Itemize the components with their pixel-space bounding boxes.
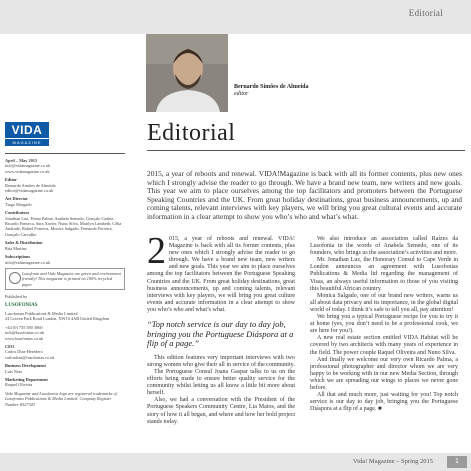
- business-development-name: Luís Neto: [5, 368, 23, 374]
- col2-paragraph-6: And finally we welcome our very own Ricardo Palma, a professional photographer and director whom we are very happy to be working with in our new Media Section, through which we are spreading our wings to places we never gone before.: [310, 356, 458, 391]
- page-number: 1: [447, 456, 467, 468]
- editor-portrait-image: [146, 34, 228, 112]
- business-development-label: Business Development: [5, 363, 46, 369]
- marketing-name: Raquel Oliveira: [5, 382, 33, 388]
- article-column-2: [310, 236, 458, 413]
- author-byline: [234, 84, 309, 98]
- marketing-label: Marketing Department: [5, 377, 48, 382]
- green-notice-box: [5, 268, 125, 290]
- vida-logo: VIDA: [5, 122, 49, 138]
- author-role: editor: [234, 91, 249, 97]
- masthead-sidebar: [5, 158, 125, 434]
- publisher-phone: +44 (0) 755 580 3860: [5, 324, 43, 330]
- col1-paragraph-4: Also, we had a conversation with the President of the Portuguese Speakers Community Centre, Lia Matos, and the story of how it all began, and where and how her bold project stands today.: [147, 397, 295, 425]
- col1-paragraph-2: This edition features very important interviews with two strong women who give their all in service of the community.: [147, 354, 295, 368]
- ceo-email: carlosdiaz@lusofonias.co.uk: [5, 354, 55, 360]
- editor-label: Editor: [5, 177, 17, 183]
- magazine-web: www.vidamagazine.co.uk: [5, 168, 50, 174]
- col2-paragraph-3: Monica Salgado, one of our brand new writers, warns us all about data privacy and its importance, in the global digital world of today. I think it’s safe to tell you all, pay attention!: [310, 292, 458, 313]
- title-rule: [147, 150, 465, 151]
- ceo-label: CEO: [5, 343, 15, 349]
- article-column-1: [147, 230, 295, 426]
- contributors-label: Contributors: [5, 210, 30, 216]
- editor-photo: [146, 34, 228, 112]
- col2-paragraph-7: All that and much more, just waiting for you! Top notch service is our day to day job, bringing you the Portuguese Diáspora at a flip of a page. ■: [310, 392, 458, 413]
- magazine-email: info@vidamagazine.co.uk: [5, 163, 51, 169]
- publisher-address: 24 Craven Park Road London, NW10 4AB United Kingdom: [5, 316, 110, 322]
- recycle-icon: [9, 272, 21, 284]
- vida-logo-subtitle: MAGAZINE: [5, 139, 49, 146]
- publisher-web: www.lusofonias.co.uk: [5, 335, 44, 341]
- intro-paragraph: 2015, a year of reboots and renewal. VIDA!Magazine is back with all its former contents, plus new ones which I strongly advise the reader to go through. We have a brand new team, new writers and new goals. This year we aim to place ourselves among the top facilitators and promoters between the Portuguese Speaking Countries and the UK. From great holiday destinations, great business announcements, up and coming talents, relevant interviews with key players, we will bring you great cultural events and accurate information in a clear attempt to show you who’s who and what’s what.: [147, 169, 462, 221]
- col1-paragraph-3: The Portuguese Consul Joana Gaspar talks to us on the efforts being made to ensure better quality service for the community whilst letting us all know a little bit more about herself.: [147, 369, 295, 397]
- subscriptions-email: info@vidamagazine.co.uk: [5, 259, 51, 265]
- sidebar-rule: [5, 153, 125, 154]
- legal-notice: Vida Magazine and Lusofonias logo are registered trademarks of Lusofonias Publications & Media Limited. Company Register Number 8527343: [5, 390, 117, 407]
- published-by-label: Published by: [5, 294, 28, 300]
- publisher-name: Lusofonias Publications & Media Limited: [5, 310, 78, 316]
- art-director-label: Art Director: [5, 196, 28, 202]
- col2-paragraph-4: We bring you a typical Portuguese recipe for you to try it at home (yes, you don’t need to be a professional cook, we are here for you!).: [310, 314, 458, 335]
- author-name: Bernardo Simões de Almeida: [234, 84, 309, 90]
- section-header-bar: [0, 0, 471, 34]
- col2-paragraph-5: A new real estate section entitled VIDA Habitat will be covered by two architects with many years of experience in the field. The power couple Raquel Oliveira and Nuno Silva.: [310, 335, 458, 356]
- section-label: Editorial: [408, 8, 443, 18]
- editor-email: editor@vidamagazine.co.uk: [5, 188, 54, 194]
- subscriptions-label: Subscriptions: [5, 254, 31, 260]
- green-notice-text: Lusofonia and Vida Magazine are green and environment friendly! This magazine is printed on 100% recycled paper: [22, 270, 121, 287]
- page-footer: [0, 453, 471, 471]
- col2-paragraph-2: Mr. Jonathan Luz, the Honorary Consul to Cape Verde in London announces an agreement with Lusofonias Publications & Media ltd regarding the management of Visas, an always useful information to those of you visiting this beautiful African country.: [310, 257, 458, 292]
- col1-paragraph-1: [147, 230, 295, 314]
- ceo-name: Carlos Diaz-Heredero: [5, 349, 43, 355]
- pull-quote: “Top notch service is our day to day job, bringing you the Portuguese Diáspora at a flip of a page.”: [147, 319, 294, 349]
- lusofonias-logo: LUSOFONIAS: [5, 302, 38, 308]
- art-director-name: Tiago Morgado: [5, 201, 32, 207]
- drop-cap: 2: [147, 230, 166, 272]
- page-title: Editorial: [147, 120, 236, 146]
- footer-text: Vida! Magazine – Spring 2015: [352, 458, 433, 465]
- contributors-list: Jonathan Luz, Telma Palma, Anabela Semedo, Gonçalo Cadete, Ricardo Fonseca, Sara Xavier, Nuno Silva, Marilyn Lambeth, Célia Andrade, Rafael Fonseca, Monica Salgado, Fernando Ferreira, Gonçalo Carvalho: [5, 215, 122, 237]
- sales-label: Sales & Distribution: [5, 240, 43, 246]
- issue-date: April – May 2015: [5, 158, 38, 163]
- sales-name: Rita Martins: [5, 245, 27, 251]
- publisher-email: info@lusofonias.co.uk: [5, 330, 45, 336]
- editor-name: Bernardo Simões de Almeida: [5, 182, 56, 188]
- col2-paragraph-1: We also introduce an association called Raízes da Lusofonia in the words of Anabela Semedo, one of its founders, who brings us the association’s activities and more.: [310, 236, 458, 257]
- col1-p1-text: 015, a year of reboots and renewal. VIDA! Magazine is back with all its former contents, plus new ones which I strongly advise the reader to go through. We have a brand new team, new writers and new goals. This year we aim to place ourselves among the top facilitators between the Portuguese Speaking Countries and the UK. From great holiday destinations, great business announcements, up and coming talents, relevant interviews with key players, we will bring you great culture events and accurate information in a clear attempt to show you who’s who and what’s what.: [147, 236, 295, 313]
